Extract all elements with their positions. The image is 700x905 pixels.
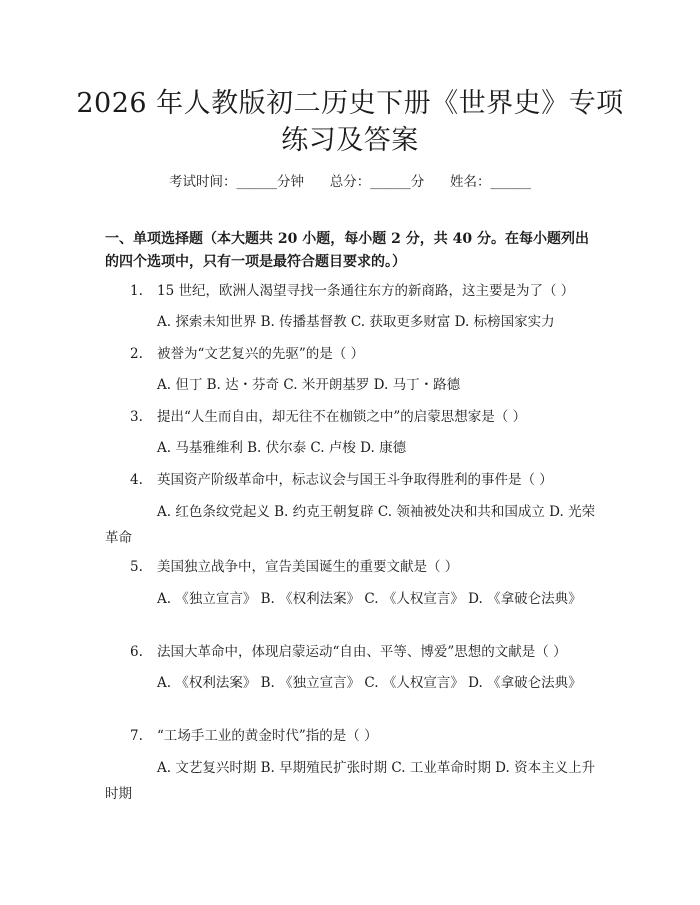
question-number: 7.	[130, 728, 143, 744]
exam-info	[0, 170, 700, 190]
question-2	[105, 343, 600, 366]
question-1-options: A. 探索未知世界 B. 传播基督教 C. 获取更多财富 D. 标榜国家实力	[157, 314, 555, 330]
total-score: 总分：______分	[329, 174, 425, 190]
question-text: 被誉为“文艺复兴的先驱”的是（ ）	[157, 346, 365, 362]
question-text: 美国独立战争中，宣告美国诞生的重要文献是（ ）	[157, 559, 459, 575]
question-number: 6.	[130, 644, 143, 660]
question-1	[105, 280, 600, 303]
question-text: 提出“人生而自由，却无往不在枷锁之中”的启蒙思想家是（ ）	[157, 409, 527, 425]
question-7	[105, 725, 600, 748]
exam-time: 考试时间：______分钟	[169, 174, 304, 190]
question-6-options: A. 《权利法案》 B. 《独立宣言》 C. 《人权宣言》 D. 《拿破仑法典》	[157, 675, 582, 691]
question-6	[105, 641, 600, 664]
question-4-options: A. 红色条纹党起义 B. 约克王朝复辟 C. 领袖被处决和共和国成立 D. 光荣革命	[105, 504, 596, 546]
question-5-options: A. 《独立宣言》 B. 《权利法案》 C. 《人权宣言》 D. 《拿破仑法典》	[157, 591, 582, 607]
section-heading: 一、单项选择题（本大题共 20 小题，每小题 2 分，共 40 分。在每小题列出的四个选项中，只有一项是最符合题目要求的。）	[105, 231, 589, 270]
question-text: 法国大革命中，体现启蒙运动“自由、平等、博爱”思想的文献是（ ）	[157, 644, 567, 660]
question-number: 1.	[130, 283, 143, 299]
question-text: 15 世纪，欧洲人渴望寻找一条通往东方的新商路，这主要是为了（ ）	[157, 283, 575, 299]
question-number: 4.	[130, 472, 143, 488]
question-number: 2.	[130, 346, 143, 362]
document-title-line1: 2026 年人教版初二历史下册《世界史》专项	[76, 88, 624, 119]
question-2-options: A. 但丁 B. 达・芬奇 C. 米开朗基罗 D. 马丁・路德	[157, 377, 461, 393]
question-3	[105, 406, 600, 429]
question-3-options: A. 马基雅维利 B. 伏尔泰 C. 卢梭 D. 康德	[157, 440, 407, 456]
question-7-options: A. 文艺复兴时期 B. 早期殖民扩张时期 C. 工业革命时期 D. 资本主义上升时期	[105, 760, 596, 802]
student-name: 姓名：______	[450, 174, 531, 190]
question-text: 英国资产阶级革命中，标志议会与国王斗争取得胜利的事件是（ ）	[157, 472, 553, 488]
question-5	[105, 556, 600, 579]
question-number: 3.	[130, 409, 143, 425]
question-text: “工场手工业的黄金时代”指的是（ ）	[157, 728, 378, 744]
document-title-line2: 练习及答案	[281, 125, 419, 156]
question-number: 5.	[130, 559, 143, 575]
question-4	[105, 469, 600, 492]
